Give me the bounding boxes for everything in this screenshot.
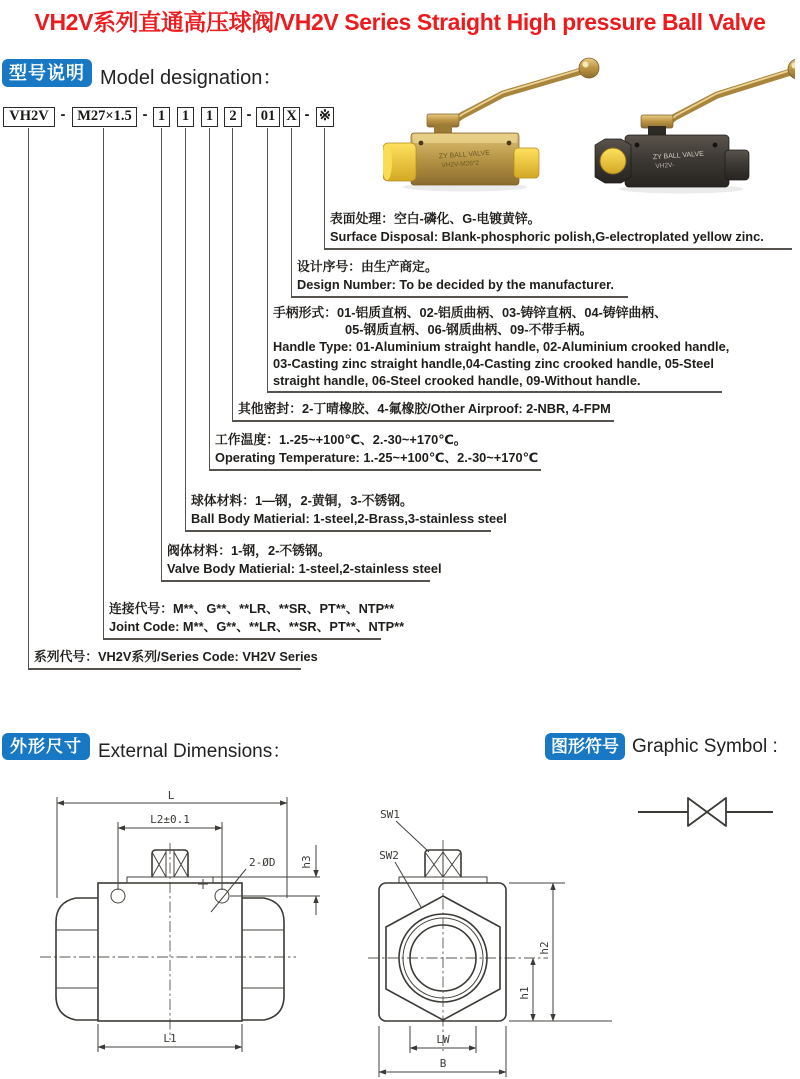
valve-graphic-symbol	[638, 798, 773, 826]
dim-label-holes: 2-ØD	[249, 856, 276, 869]
valve-handle	[443, 70, 585, 129]
photo-brass-valve	[383, 58, 599, 192]
note-joint-code	[103, 600, 405, 640]
connector-line-seal	[232, 128, 233, 421]
note-line: 其他密封：2-丁晴橡胶、4-氟橡胶/Other Airproof: 2-NBR, 4-FPM	[238, 401, 611, 416]
port-right	[725, 150, 749, 180]
dim-label-h2: h2	[538, 941, 551, 955]
dim-label-h1: h1	[518, 986, 531, 1000]
stem	[648, 126, 666, 136]
code-box-ball-body: 1	[177, 107, 194, 127]
dim-label-L2: L2±0.1	[150, 813, 190, 826]
marking-line: ZY BALL VALVE	[652, 150, 705, 162]
marking-line: ZY BALL VALVE	[438, 149, 491, 161]
note-line-cn: 设计序号：由生产商定。	[297, 259, 438, 274]
leader-line	[395, 862, 421, 907]
connector-line-joint	[103, 128, 104, 639]
dim-label-B: B	[439, 1057, 447, 1070]
dim-label-L1: L1	[163, 1032, 177, 1045]
connector-line-ball	[185, 128, 186, 531]
note-line-en: Handle Type: 01-Aluminium straight handle, 02-Aluminium crooked handle,	[273, 339, 730, 354]
note-line-en: Operating Temperature: 1.-25~+100℃、2.-30~+170℃	[215, 450, 539, 465]
connector-line-valve	[161, 128, 162, 581]
photo-black-valve	[595, 59, 795, 194]
note-line-cn: 05-钢质直柄、06-钢质曲柄、09-不带手柄。	[345, 322, 593, 337]
port-plug-yellow	[600, 148, 626, 174]
note-line-en: Ball Body Matierial: 1-steel,2-Brass,3-stainless steel	[191, 511, 507, 526]
code-dash: -	[60, 106, 66, 123]
mounting-hole	[111, 889, 125, 903]
note-operating-temperature	[209, 431, 541, 471]
connector-line-temp	[209, 128, 210, 470]
note-surface-disposal	[324, 210, 792, 250]
hex-nut-left	[56, 898, 98, 1020]
note-line-en: 03-Casting zinc straight handle,04-Casting zinc crooked handle, 05-Steel	[273, 356, 714, 371]
note-series-code	[28, 648, 318, 670]
marking-line: VH2V-M26*2	[441, 159, 480, 170]
note-other-airproof	[232, 400, 614, 422]
screw	[507, 141, 512, 146]
screw	[635, 143, 640, 148]
code-box-seal: 2	[224, 107, 242, 127]
code-box-thread: M27×1.5	[72, 107, 137, 127]
hex-nut-right	[242, 898, 284, 1020]
note-line-en: straight handle, 06-Steel crooked handle, 09-Without handle.	[273, 373, 641, 388]
dim-label-SW2: SW2	[379, 849, 399, 862]
note-valve-body-material	[161, 542, 442, 582]
front-view-drawing	[368, 808, 612, 1077]
dim-label-h3: h3	[300, 855, 313, 869]
valve-body	[625, 135, 729, 187]
symbol-triangle-left	[688, 798, 707, 826]
screw	[713, 143, 718, 148]
dim-label-LW: LW	[436, 1033, 450, 1046]
model-designation-heading: Model designation：	[100, 67, 283, 89]
code-box-surface: ※	[316, 107, 334, 127]
external-dimensions-heading: External Dimensions：	[98, 741, 292, 762]
note-line-cn: 手柄形式：01-铝质直柄、02-铝质曲柄、03-铸锌直柄、04-铸锌曲柄、	[273, 305, 667, 320]
graphic-symbol-heading: Graphic Symbol :	[632, 736, 778, 757]
note-line-cn: 表面处理：空白-磷化、G-电镀黄锌。	[330, 211, 541, 226]
note-ball-body-material	[185, 492, 507, 532]
symbol-triangle-right	[707, 798, 726, 826]
note-line-en: Design Number: To be decided by the manufacturer.	[297, 277, 614, 292]
ball-highlight	[583, 62, 589, 68]
code-dash: -	[304, 106, 310, 123]
note-line-en: Surface Disposal: Blank-phosphoric polish,G-electroplated yellow zinc.	[330, 229, 764, 244]
handle-ball	[579, 58, 599, 78]
note-line-en: Valve Body Matierial: 1-steel,2-stainless steel	[167, 561, 442, 576]
connector-line-series	[28, 128, 29, 668]
note-handle-type	[267, 304, 730, 393]
code-box-handle: 01	[256, 107, 280, 127]
marking-line: VH2V-	[655, 161, 675, 171]
note-line-cn: 球体材料：1—钢，2-黄铜，3-不锈钢。	[191, 493, 413, 508]
note-line-cn: 连接代号：M**、G**、**LR、**SR、PT**、NTP**	[109, 601, 395, 616]
code-box-temp: 1	[201, 107, 218, 127]
page-title: VH2V系列直通高压球阀/VH2V Series Straight High pressure Ball Valve	[34, 9, 766, 35]
technical-drawings	[0, 780, 800, 1079]
port-cap-right	[514, 148, 539, 178]
side-view-drawing	[40, 789, 320, 1052]
note-design-number	[291, 258, 628, 298]
product-photos	[383, 55, 795, 195]
screw	[419, 141, 424, 146]
code-dash: -	[142, 106, 148, 123]
external-dimensions-badge: 外形尺寸	[2, 733, 90, 760]
note-line-cn: 工作温度：1.-25~+100℃、2.-30~+170℃。	[215, 432, 467, 447]
code-box-series: VH2V	[3, 107, 55, 127]
note-line-cn: 阀体材料：1-钢，2-不锈钢。	[167, 543, 331, 558]
mounting-hole	[215, 889, 229, 903]
dim-label-L: L	[167, 789, 175, 802]
leader-line	[211, 869, 246, 912]
leader-line	[396, 821, 429, 852]
graphic-symbol-badge: 图形符号	[545, 733, 625, 760]
valve-handle	[657, 71, 794, 131]
model-designation-badge: 型号说明	[2, 59, 92, 87]
code-dash: -	[246, 106, 252, 123]
code-box-valve-body: 1	[153, 107, 170, 127]
dim-label-SW1: SW1	[380, 808, 400, 821]
note-line: 系列代号：VH2V系列/Series Code: VH2V Series	[34, 649, 318, 664]
body-highlight	[413, 134, 517, 143]
stem	[434, 125, 452, 134]
note-line-en: Joint Code: M**、G**、**LR、**SR、PT**、NTP**	[109, 619, 405, 634]
code-box-design: X	[283, 107, 300, 127]
